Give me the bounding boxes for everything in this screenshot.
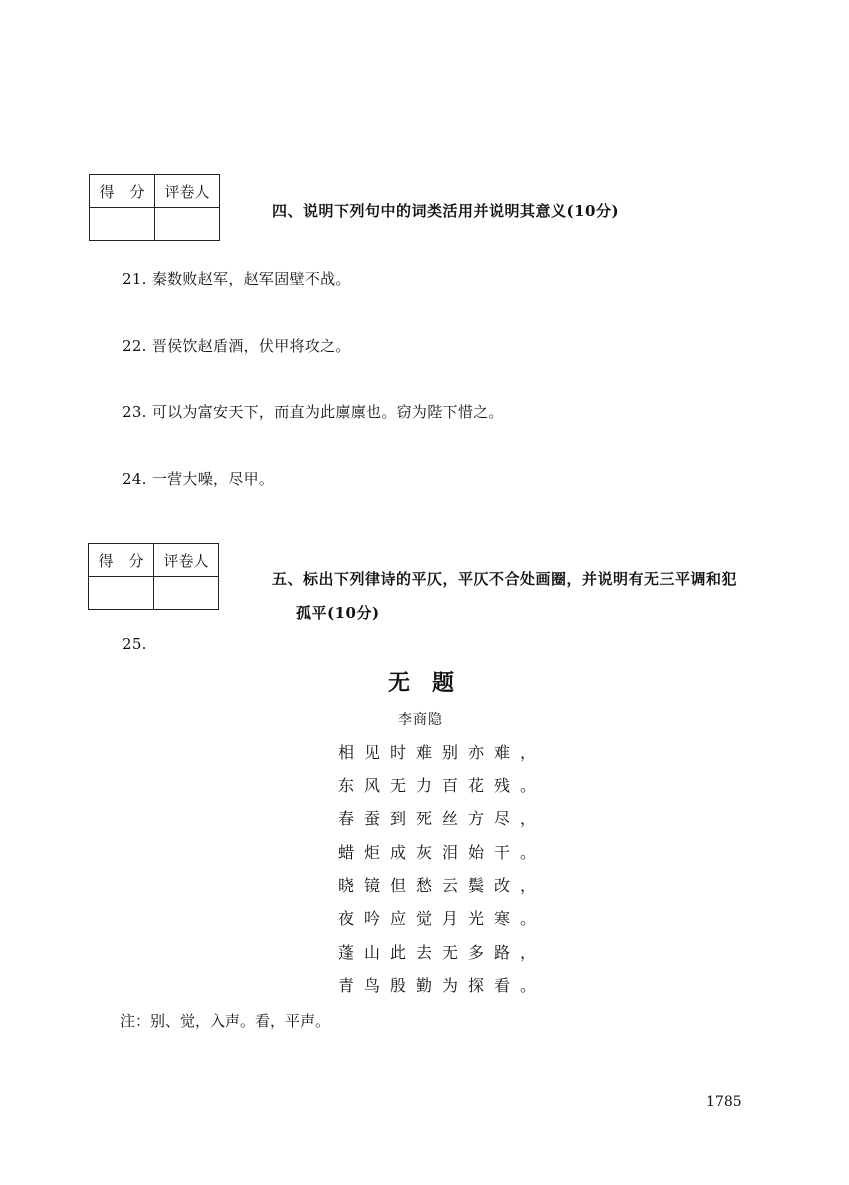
- poem-line: 相见时难别亦难，: [338, 743, 547, 762]
- score-table-section-4: [89, 174, 220, 241]
- poem-line: 夜吟应觉月光寒。: [338, 909, 547, 928]
- poem-line: 东风无力百花残。: [338, 776, 547, 795]
- poem-line: 蓬山此去无多路，: [338, 943, 547, 962]
- grader-cell: [154, 577, 219, 610]
- score-cell: [89, 577, 154, 610]
- poem-line: 春蚕到死丝方尽，: [338, 809, 547, 828]
- page-number: 1785: [706, 1094, 742, 1110]
- section-5-heading-line-2: 孤平(10分): [296, 604, 380, 622]
- question-24: 24. 一营大噪，尽甲。: [122, 470, 275, 488]
- question-22: 22. 晋侯饮赵盾酒，伏甲将攻之。: [122, 337, 351, 355]
- poem-line: 晓镜但愁云鬓改，: [338, 876, 547, 895]
- score-cell: [90, 208, 155, 241]
- grader-label: 评卷人: [155, 175, 220, 208]
- grader-label: 评卷人: [154, 544, 219, 577]
- question-23: 23. 可以为富安天下，而直为此廪廪也。窃为陛下惜之。: [122, 403, 504, 421]
- score-label: 得 分: [90, 175, 155, 208]
- section-4-heading: 四、说明下列句中的词类活用并说明其意义(10分): [272, 202, 620, 220]
- score-table-section-5: [88, 543, 219, 610]
- poem-line: 青鸟殷勤为探看。: [338, 976, 547, 995]
- poem-line: 蜡炬成灰泪始干。: [338, 843, 547, 862]
- grader-cell: [155, 208, 220, 241]
- question-21: 21. 秦数败赵军，赵军固壁不战。: [122, 270, 351, 288]
- poem-note: 注：别、觉，入声。看，平声。: [120, 1012, 331, 1030]
- section-5-heading-line-1: 五、标出下列律诗的平仄，平仄不合处画圈，并说明有无三平调和犯: [272, 570, 738, 588]
- poem-author: 李商隐: [398, 712, 443, 728]
- poem-title: 无题: [388, 670, 477, 696]
- score-label: 得 分: [89, 544, 154, 577]
- question-25-number: 25.: [122, 635, 147, 653]
